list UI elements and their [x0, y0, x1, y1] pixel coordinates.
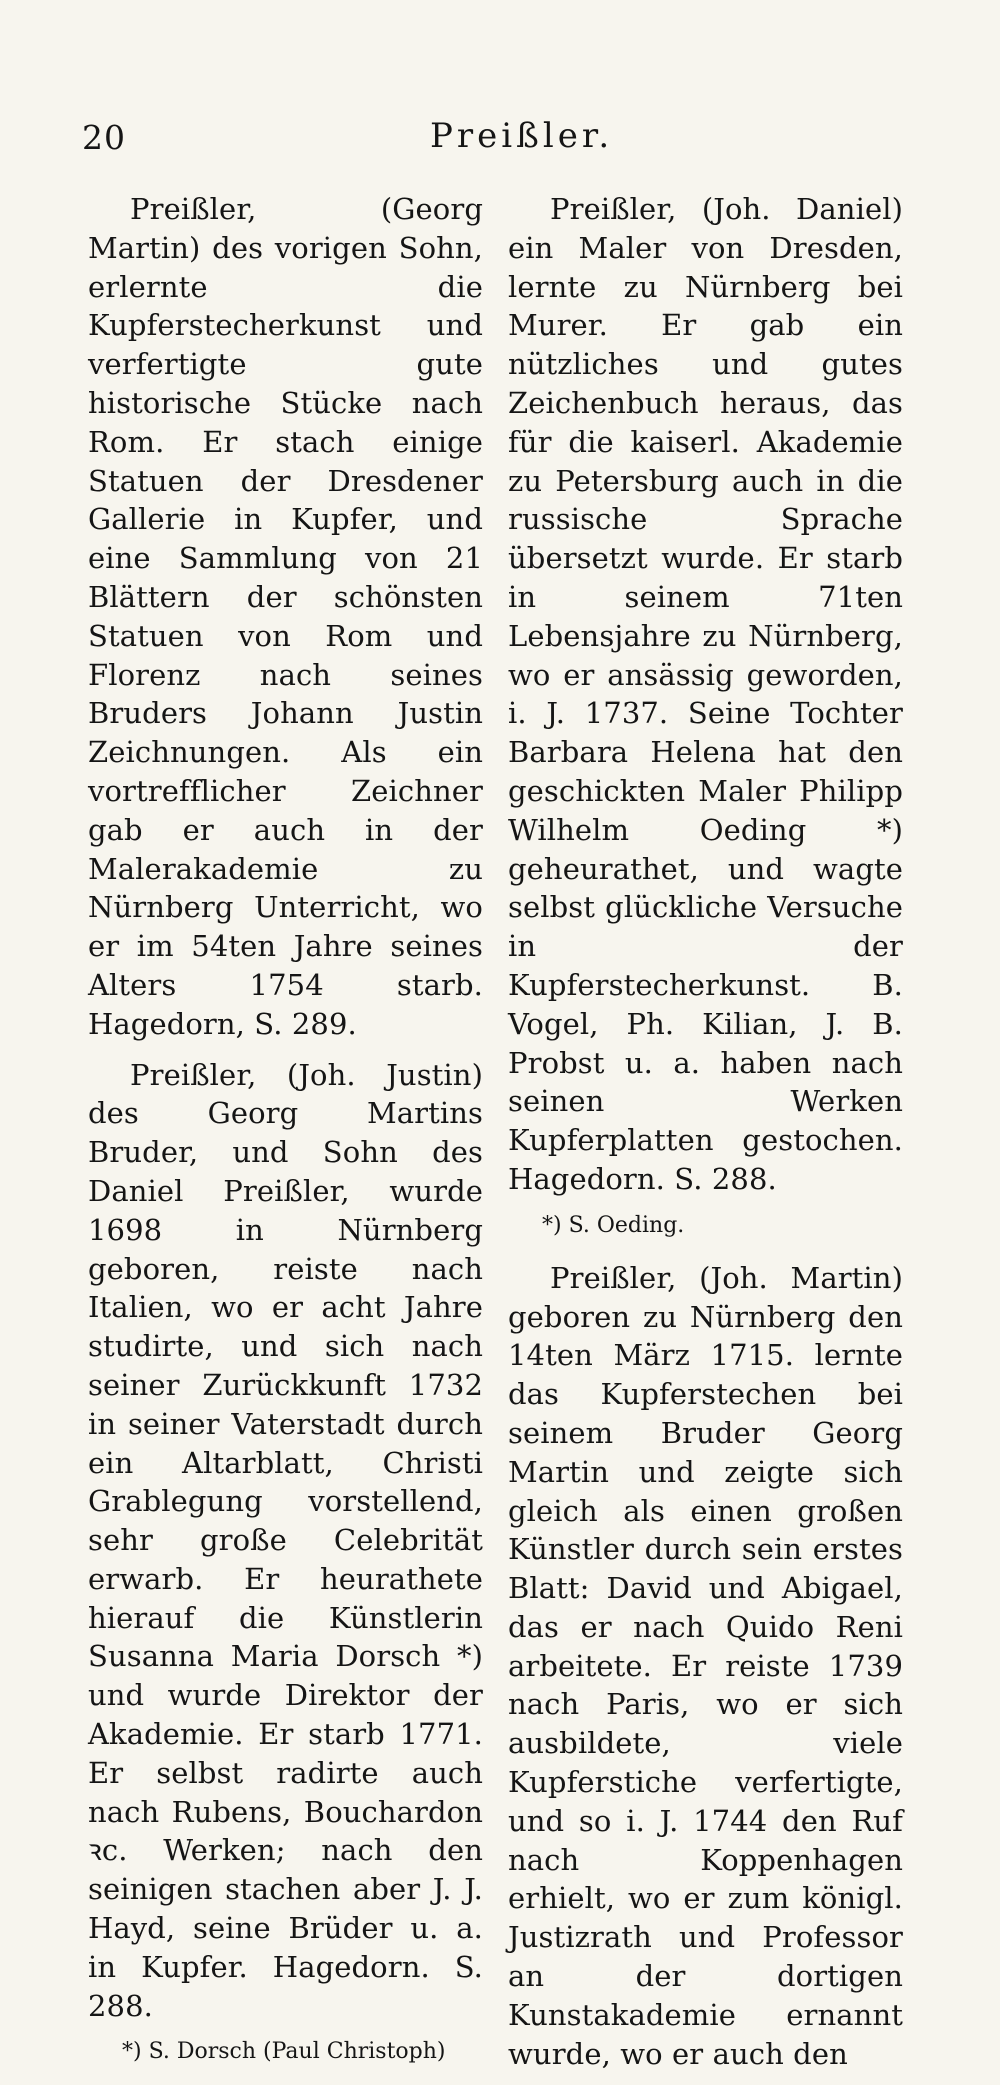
entry-text: Preißler, (Joh. Martin) geboren zu Nürnberg den 14ten März 1715. lernte das Kupferstechen bei seinem Bruder Georg Martin und zeigte sich gleich als einen großen Künstler durch sein erstes Blatt: David und Abigael, das er nach Quido Reni arbeitete. Er reiste 1739 nach Paris, wo er sich ausbildete, viele Kupferstiche verfertigte, und so i. J. 1744 den Ruf nach Koppenhagen erhielt, wo er zum königl. Justizrath und Professor an der dortigen Kunstakademie ernannt wurde, wo er auch den [508, 1260, 903, 2071]
running-head: Preißler. [430, 116, 614, 156]
footnote-oeding: *) S. Oeding. [542, 1212, 685, 1238]
entry-text: Preißler, (Joh. Justin) des Georg Martins Bruder, und Sohn des Daniel Preißler, wurde 1698 in Nürnberg geboren, reiste nach Italien, wo er acht Jahre studirte, und sich nach seiner Zurückkunft 1732 in seiner Vaterstadt durch ein Altarblatt, Christi Grablegung vorstellend, sehr große Celebrität erwarb. Er heurathete hierauf die Künstlerin Susanna Maria Dorsch *) und wurde Direktor der Akademie. Er starb 1771. Er selbst radirte auch nach Rubens, Bouchardon ꝛc. Werken; nach den seinigen stachen aber J. J. Hayd, seine Brüder u. a. in Kupfer. Hagedorn. S. 288. [88, 1057, 483, 2023]
entry-johann-martin [508, 1259, 903, 2074]
entry-johann-daniel [508, 190, 903, 1199]
entry-text: Preißler, (Joh. Daniel) ein Maler von Dresden, lernte zu Nürnberg bei Murer. Er gab ein nützliches und gutes Zeichenbuch heraus, das für die kaiserl. Akademie zu Petersburg auch in die russische Sprache übersetzt wurde. Er starb in seinem 71ten Lebensjahre zu Nürnberg, wo er ansässig geworden, i. J. 1737. Seine Tochter Barbara Helena hat den geschickten Maler Philipp Wilhelm Oeding *) geheurathet, und wagte selbst glückliche Versuche in der Kupferstecherkunst. B. Vogel, Ph. Kilian, J. B. Probst u. a. haben nach seinen Werken Kupferplatten gestochen. Hagedorn. S. 288. [508, 192, 903, 1196]
entry-johann-justin [88, 1056, 483, 2026]
page-number: 20 [82, 118, 126, 157]
entry-georg-martin [88, 190, 483, 1044]
footnote-dorsch: *) S. Dorsch (Paul Christoph) [122, 2039, 446, 2065]
left-column [88, 190, 483, 2085]
right-column [508, 190, 903, 2085]
entry-text: Preißler, (Georg Martin) des vorigen Sohn, erlernte die Kupferstecherkunst und verfertigte gute historische Stücke nach Rom. Er stach einige Statuen der Dresdener Gallerie in Kupfer, und eine Sammlung von 21 Blättern der schönsten Statuen von Rom und Florenz nach seines Bruders Johann Justin Zeichnungen. Als ein vortrefflicher Zeichner gab er auch in der Malerakademie zu Nürnberg Unterricht, wo er im 54ten Jahre seines Alters 1754 starb. Hagedorn, S. 289. [88, 192, 483, 1041]
